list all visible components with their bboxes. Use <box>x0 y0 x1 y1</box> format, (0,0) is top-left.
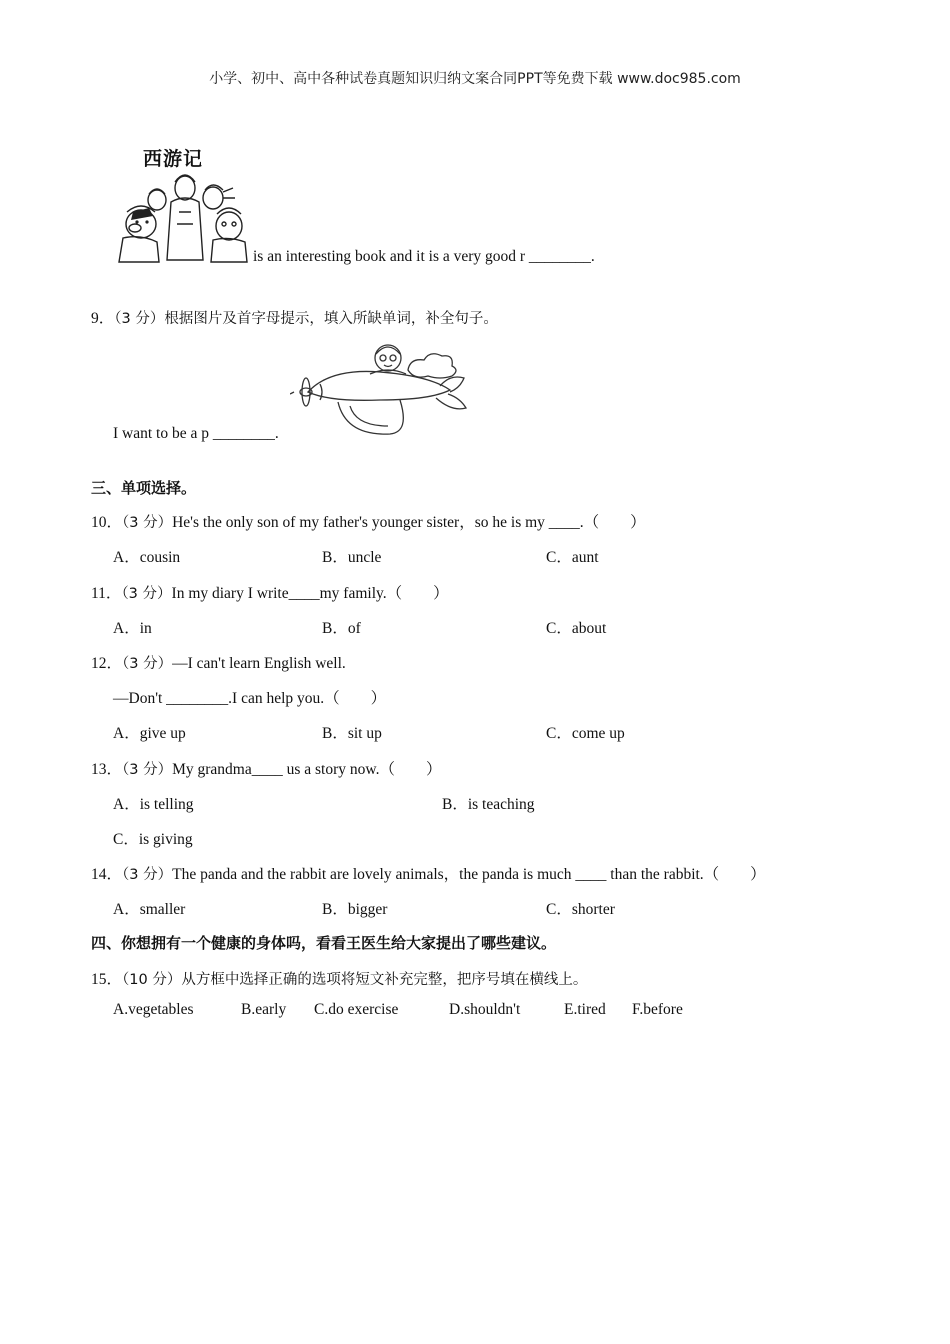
q11-option-b[interactable]: B．of <box>322 620 361 637</box>
page-header: 小学、初中、高中各种试卷真题知识归纳文案合同PPT等免费下载 www.doc985.com <box>209 71 741 87</box>
q10-stem-line <box>91 510 646 532</box>
q10-number: 10． <box>91 514 123 531</box>
q13-score: （3 分） <box>122 762 173 778</box>
q14-option-c[interactable]: C．shorter <box>546 901 615 918</box>
q10-score: （3 分） <box>122 515 173 531</box>
section-3-heading: 三、单项选择。 <box>91 479 197 497</box>
q14-option-a[interactable]: A．smaller <box>113 901 186 918</box>
q15-choice-c: C.do exercise <box>314 1001 399 1018</box>
q12-score: （3 分） <box>122 656 173 672</box>
q12-stem: —I can't learn English well. <box>172 655 346 672</box>
q12-option-c[interactable]: C．come up <box>546 725 625 742</box>
q9-prompt: 根据图片及首字母提示，填入所缺单词，补全句子。 <box>164 311 498 327</box>
q12-number: 12． <box>91 655 123 672</box>
q11-score: （3 分） <box>121 586 172 602</box>
q9-number: 9． <box>91 310 115 327</box>
q13-option-b[interactable]: B．is teaching <box>442 796 535 813</box>
q15-choice-b: B.early <box>241 1001 287 1018</box>
q14-option-b[interactable]: B．bigger <box>322 901 388 918</box>
q11-option-c[interactable]: C．about <box>546 620 607 637</box>
q11-number: 11． <box>91 585 122 602</box>
q15-score: （10 分） <box>122 972 182 988</box>
q15-choice-a: A.vegetables <box>113 1001 194 1018</box>
q9-title <box>91 306 498 328</box>
q13-stem: My grandma____ us a story now.（ ） <box>172 761 442 778</box>
q11-stem-line <box>91 581 449 603</box>
book-title-logo: 西游记 <box>143 148 204 170</box>
q15-choice-d: D.shouldn't <box>449 1001 521 1018</box>
q12-option-a[interactable]: A．give up <box>113 725 186 742</box>
q15-stem-line <box>91 967 587 989</box>
q11-stem: In my diary I write____my family.（ ） <box>171 585 449 602</box>
q11-option-a[interactable]: A．in <box>113 620 152 637</box>
q10-option-c[interactable]: C．aunt <box>546 549 599 566</box>
characters-drawing <box>113 142 253 264</box>
q14-stem: The panda and the rabbit are lovely animals，the panda is much ____ than the rabbit.（ ） <box>172 866 766 883</box>
q9-score: （3 分） <box>114 311 165 327</box>
q14-stem-line <box>91 862 766 884</box>
q13-option-c[interactable]: C．is giving <box>113 831 193 848</box>
pilot-airplane-illustration <box>290 338 468 438</box>
q9-sentence: I want to be a p ________. <box>113 425 279 442</box>
q14-score: （3 分） <box>122 867 173 883</box>
q10-option-b[interactable]: B．uncle <box>322 549 382 566</box>
q10-stem: He's the only son of my father's younger sister，so he is my ____.（ ） <box>172 514 646 531</box>
q15-choice-f: F.before <box>632 1001 683 1018</box>
q12-stem-line <box>91 651 346 673</box>
q13-option-a[interactable]: A．is telling <box>113 796 194 813</box>
q15-number: 15． <box>91 971 123 988</box>
q8-sentence: is an interesting book and it is a very good r ________. <box>253 248 595 265</box>
journey-west-illustration <box>113 142 253 264</box>
section-4-heading: 四、你想拥有一个健康的身体吗，看看王医生给大家提出了哪些建议。 <box>91 934 557 952</box>
q10-option-a[interactable]: A．cousin <box>113 549 181 566</box>
q13-number: 13． <box>91 761 123 778</box>
q12-stem-line-2: —Don't ________.I can help you.（ ） <box>113 690 387 707</box>
q12-option-b[interactable]: B．sit up <box>322 725 382 742</box>
q15-choice-e: E.tired <box>564 1001 606 1018</box>
q14-number: 14． <box>91 866 123 883</box>
q15-prompt: 从方框中选择正确的选项将短文补充完整，把序号填在横线上。 <box>181 972 588 988</box>
q13-stem-line <box>91 757 441 779</box>
